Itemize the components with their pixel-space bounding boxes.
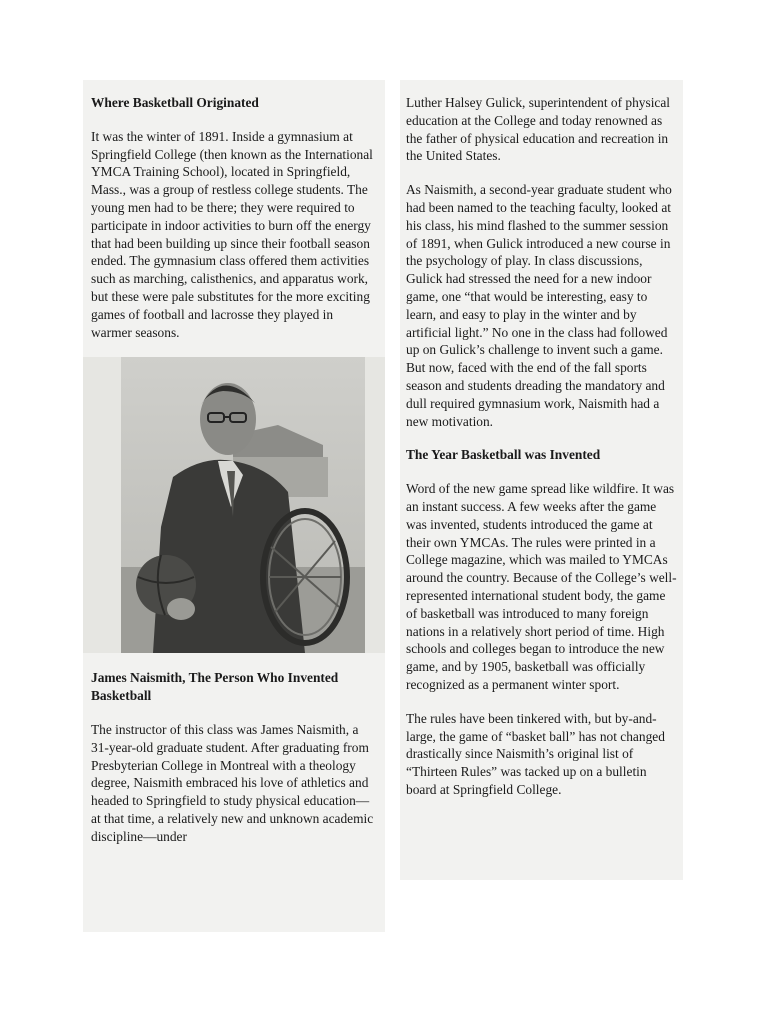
heading-where-basketball-originated: Where Basketball Originated (91, 95, 259, 110)
paragraph-instructor: The instructor of this class was James Naismith, a 31-year-old graduate student. After graduating from Presbyterian College in Montreal with a theology degree, Naismith embraced his love of athletics and headed to Springfield to study physical education—at that time, a relatively new and unknown academic discipline—under (91, 721, 374, 844)
heading-year-invented: The Year Basketball was Invented (406, 447, 601, 463)
paragraph-spread-like-wildfire: Word of the new game spread like wildfire. It was an instant success. A few weeks after the game was invented, students introduced the game at their own YMCAs. The rules were printed in a College magazine, which was mailed to YMCAs around the country. Because of the College’s well-represented international student body, the game of basketball was introduced to many foreign nations in a relatively short period of time. High schools and colleges began to introduce the new game, and by 1905, basketball was officially recognized as a permanent winter sport. (406, 481, 677, 692)
left-column (83, 80, 385, 932)
paragraph-rules-tinkered: The rules have been tinkered with, but by-and-large, the game of “basket ball” has not changed drastically since Naismith’s original list of “Thirteen Rules” was tacked up on a bulletin board at Springfield College. (406, 710, 665, 797)
paragraph-second-year-student: As Naismith, a second-year graduate student who had been named to the teaching faculty, looked at his class, his mind flashed to the summer session of 1891, when Gulick introduced a new course in the psychology of play. In class discussions, Gulick had stressed the need for a new indoor game, one “that would be interesting, easy to learn, and easy to play in the winter and by artificial light.” No one in the class had followed up on Gulick’s challenge to invent such a game. But now, faced with the end of the fall sports season and students dreading the mandatory and dull required gymnasium work, Naismith had a new motivation. (406, 182, 672, 429)
heading-james-naismith: James Naismith, The Person Who Invented Basketball (91, 670, 339, 704)
paragraph-gulick: Luther Halsey Gulick, superintendent of physical education at the College and today renowned as the father of physical education and recreation in the United States. (406, 95, 671, 164)
naismith-photo (83, 357, 385, 653)
right-column (400, 80, 683, 880)
paragraph-winter-1891: It was the winter of 1891. Inside a gymnasium at Springfield College (then known as the International YMCA Training School), located in Springfield, Mass., was a group of restless college students. The young men had to be there; they were required to participate in indoor activities to burn off the energy that had been building up since their football season ended. The gymnasium class offered them activities such as marching, calisthenics, and apparatus work, but these were pale substitutes for the more exciting games of football and lacrosse they played in warmer seasons. (91, 128, 373, 340)
naismith-photo-illustration (83, 357, 385, 653)
